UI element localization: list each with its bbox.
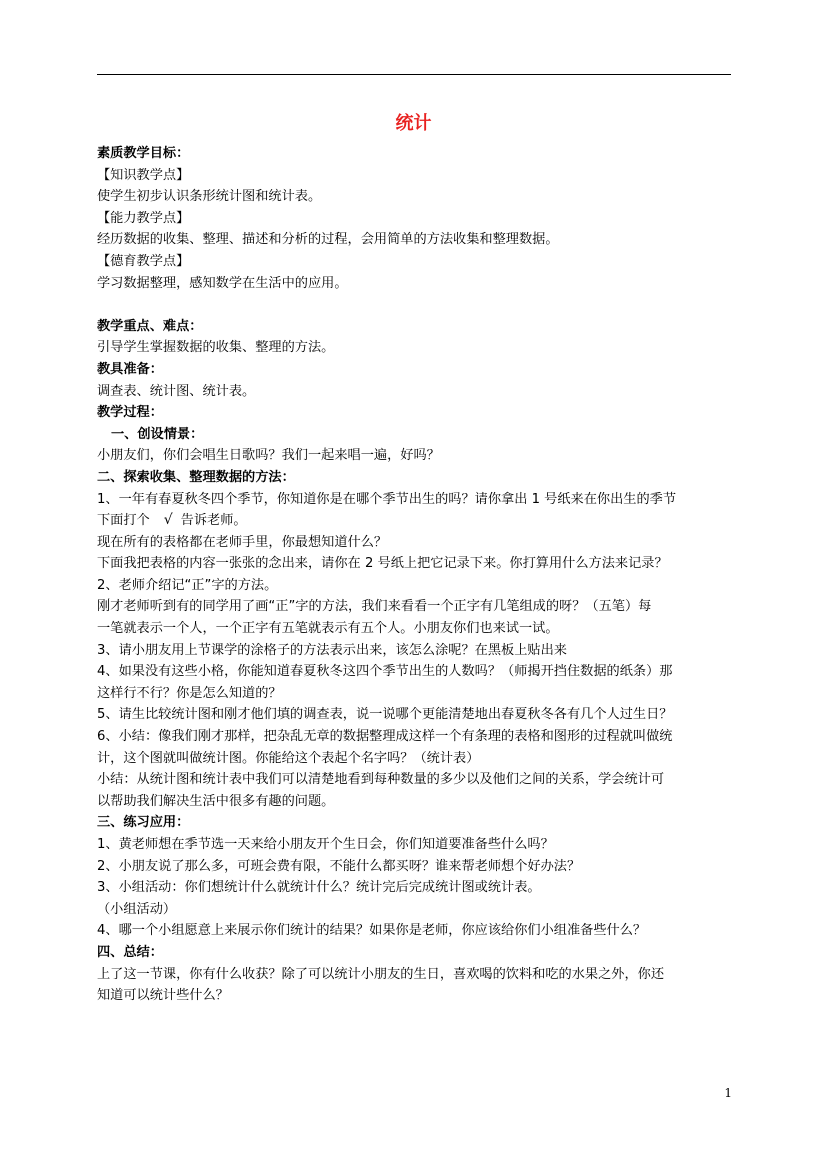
section-heading-process: 教学过程： [97, 405, 163, 421]
header-rule [97, 74, 731, 75]
document-body [97, 143, 733, 1007]
paragraph-summary-a: 小结：从统计图和统计表中我们可以清楚地看到每种数量的多少以及他们之间的关系，学会统计可 [97, 772, 665, 788]
blank-line [97, 294, 733, 316]
section-heading-materials: 教具准备： [97, 361, 163, 377]
subheading-moral: 【德育教学点】 [97, 253, 190, 269]
subheading-practice: 三、练习应用： [97, 815, 190, 831]
paragraph-explore-1b [97, 510, 733, 532]
section-heading-key-points: 教学重点、难点： [97, 318, 203, 334]
paragraph-practice-1: 1、黄老师想在季节选一天来给小朋友开个生日会，你们知道要准备些什么吗？ [97, 837, 554, 852]
paragraph-explore-4a: 4、如果没有这些小格，你能知道春夏秋冬这四个季节出生的人数吗？（师揭开挡住数据的纸条）那 [97, 664, 673, 680]
paragraph-practice-2: 2、小朋友说了那么多，可班会费有限，不能什么都买呀？谁来帮老师想个好办法？ [97, 858, 581, 874]
paragraph-materials: 调查表、统计图、统计表。 [97, 383, 256, 399]
paragraph-scenario: 小朋友们，你们会唱生日歌吗？我们一起来唱一遍，好吗？ [97, 448, 440, 464]
paragraph-moral: 学习数据整理，感知数学在生活中的应用。 [97, 275, 348, 291]
paragraph-explore-2a: 刚才老师听到有的同学用了画“正”字的方法，我们来看看一个正字有几笔组成的呀？（五笔）每 [97, 599, 652, 615]
paragraph-explore-2b: 一笔就表示一个人，一个正字有五笔就表示有五个人。小朋友你们也来试一试。 [97, 621, 559, 637]
paragraph-explore-record: 下面我把表格的内容一张张的念出来，请你在 2 号纸上把它记录下来。你打算用什么方法来记录？ [97, 556, 668, 572]
paragraph-practice-4: 4、哪一个小组愿意上来展示你们统计的结果？如果你是老师，你应该给你们小组准备些什么？ [97, 923, 647, 939]
paragraph-explore-2: 2、老师介绍记“正”字的方法。 [97, 577, 278, 593]
paragraph-conclusion-a: 上了这一节课，你有什么收获？除了可以统计小朋友的生日，喜欢喝的饮料和吃的水果之外，你还 [97, 966, 665, 982]
paragraph-summary-b: 以帮助我们解决生活中很多有趣的问题。 [97, 793, 335, 809]
paragraph-explore-1b-start: 下面打个 [97, 513, 150, 529]
paragraph-ability: 经历数据的收集、整理、描述和分析的过程，会用简单的方法收集和整理数据。 [97, 232, 559, 248]
paragraph-explore-1a: 1、一年有春夏秋冬四个季节，你知道你是在哪个季节出生的吗？请你拿出 1 号纸来在你出生的季节 [97, 491, 677, 507]
paragraph-explore-3: 3、请小朋友用上节课学的涂格子的方法表示出来，该怎么涂呢？在黑板上贴出来 [97, 642, 567, 658]
subheading-ability: 【能力教学点】 [97, 210, 190, 226]
paragraph-explore-6b: 计，这个图就叫做统计图。你能给这个表起个名字吗？（统计表） [97, 750, 480, 766]
subheading-conclusion: 四、总结： [97, 944, 163, 960]
paragraph-explore-4b: 这样行不行？你是怎么知道的？ [97, 685, 282, 701]
paragraph-explore-question: 现在所有的表格都在老师手里，你最想知道什么？ [97, 534, 388, 550]
subheading-explore: 二、探索收集、整理数据的方法： [97, 469, 295, 485]
paragraph-practice-3: 3、小组活动：你们想统计什么就统计什么？统计完后完成统计图或统计表。 [97, 880, 541, 896]
paragraph-explore-1b-end: 告诉老师。 [180, 513, 247, 529]
subheading-scenario: 一、创设情景： [111, 426, 204, 442]
paragraph-explore-5: 5、请生比较统计图和刚才他们填的调查表，说一说哪个更能清楚地出春夏秋冬各有几个人过生日？ [97, 707, 673, 723]
paragraph-knowledge: 使学生初步认识条形统计图和统计表。 [97, 189, 322, 205]
paragraph-explore-6a: 6、小结：像我们刚才那样，把杂乱无章的数据整理成这样一个有条理的表格和图形的过程就叫做统 [97, 729, 673, 745]
page-number: 1 [724, 1086, 732, 1100]
paragraph-key-points: 引导学生掌握数据的收集、整理的方法。 [97, 340, 335, 356]
section-heading-objectives: 素质教学目标： [97, 146, 190, 161]
subheading-knowledge: 【知识教学点】 [97, 167, 190, 183]
check-mark-icon: √ [163, 512, 173, 529]
document-title: 统计 [395, 113, 432, 134]
paragraph-conclusion-b: 知道可以统计些什么？ [97, 988, 229, 1004]
paragraph-practice-group: （小组活动） [97, 901, 177, 917]
